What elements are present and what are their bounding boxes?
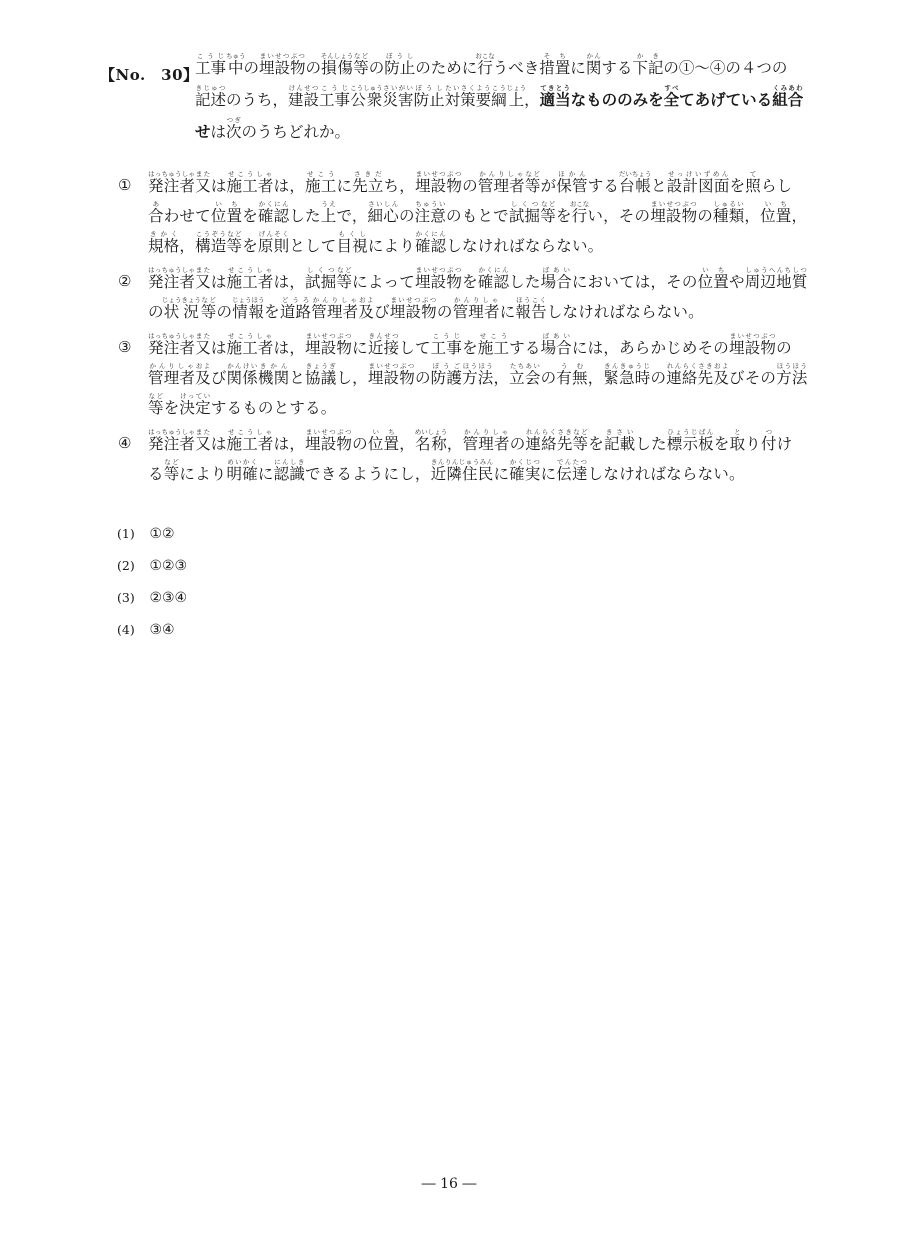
- ruby-word: 要綱ようこう: [475, 84, 507, 109]
- ruby-word: 合あ: [148, 200, 164, 225]
- text-run: ，: [524, 91, 540, 109]
- text-run: びその: [729, 369, 777, 387]
- ruby-word: 決定けってい: [179, 392, 211, 417]
- text-run: ，: [744, 207, 761, 225]
- ruby-word: 確認かくにん: [257, 200, 290, 225]
- ruby-word: 等など: [572, 428, 589, 453]
- text-run: する: [601, 59, 633, 77]
- text-run: の: [216, 303, 233, 321]
- ruby-word: 報告ほうこく: [515, 296, 547, 321]
- ruby-word: 埋設物まいせつぶつ: [729, 332, 777, 357]
- ruby-word: 対策たいさく: [444, 84, 476, 109]
- ruby-word: 全すべ: [663, 84, 680, 109]
- ruby-word: 確認かくにん: [414, 230, 447, 255]
- text-run: に: [257, 465, 274, 483]
- ruby-word: 試掘しくつ: [305, 266, 337, 291]
- text-run: の: [148, 303, 164, 321]
- ruby-word: 取と: [729, 428, 746, 453]
- ruby-word: 工事こうじ: [430, 332, 463, 357]
- text-run: わせて: [163, 207, 211, 225]
- text-run: に: [499, 303, 516, 321]
- ruby-word: 施工者せこうしゃ: [226, 428, 274, 453]
- ruby-word: 公衆こうしゅう: [350, 84, 383, 109]
- ruby-word: 工事こうじ: [319, 84, 351, 109]
- text-run: の: [650, 369, 667, 387]
- text-run: の: [697, 207, 713, 225]
- text-run: に: [570, 59, 586, 77]
- ruby-word: 又また: [195, 332, 211, 357]
- ruby-word: 埋設物まいせつぶつ: [259, 52, 306, 77]
- text-run: と: [289, 369, 306, 387]
- text-run: は: [210, 123, 227, 141]
- choice-2[interactable]: [117, 555, 417, 587]
- ruby-word: 防止ぼうし: [413, 84, 445, 109]
- text-run: の: [352, 435, 368, 453]
- text-run: した: [635, 435, 667, 453]
- text-run: に: [540, 465, 557, 483]
- text-run: せ: [195, 122, 211, 141]
- ruby-word: 等など: [540, 200, 556, 225]
- text-run: らし: [760, 177, 793, 195]
- text-run: り: [745, 435, 761, 453]
- ruby-word: 名称めいしょう: [414, 428, 448, 453]
- text-run: のうち，: [226, 91, 289, 109]
- text-run: を: [729, 177, 746, 195]
- ruby-word: 上うえ: [320, 200, 337, 225]
- ruby-word: 損傷そんしょう: [320, 52, 354, 77]
- ruby-word: 道路どうろ: [279, 296, 312, 321]
- text-run: を: [163, 399, 180, 417]
- ruby-word: 管理者かんりしゃ: [462, 428, 510, 453]
- ruby-word: 管理者かんりしゃ: [311, 296, 359, 321]
- text-run: ，: [399, 435, 415, 453]
- choice-value: ②③④: [149, 590, 188, 606]
- statement-text: [148, 170, 808, 255]
- text-run: の: [776, 339, 792, 357]
- text-run: により: [367, 237, 415, 255]
- ruby-word: 施工者せこうしゃ: [226, 170, 274, 195]
- ruby-word: 状況じょうきょう: [161, 296, 201, 321]
- ruby-word: 協議きょうぎ: [305, 362, 337, 387]
- ruby-word: 標示板ひょうじばん: [666, 428, 714, 453]
- ruby-word: 又また: [195, 170, 211, 195]
- text-run: する: [509, 339, 541, 357]
- ruby-word: 質しつ: [791, 266, 808, 291]
- text-run: の: [243, 59, 260, 77]
- ruby-word: 等など: [524, 170, 541, 195]
- text-run: け: [776, 435, 793, 453]
- ruby-word: 原則げんそく: [257, 230, 290, 255]
- ruby-word: 発注者はっちゅうしゃ: [148, 266, 196, 291]
- ruby-word: 行おこな: [475, 52, 495, 77]
- page-number: ― 16 ―: [421, 1176, 477, 1192]
- text-run: を: [462, 273, 478, 291]
- text-run: は: [210, 177, 227, 195]
- ruby-word: 建設けんせつ: [288, 84, 320, 109]
- choice-4[interactable]: [117, 619, 417, 651]
- ruby-word: 適当てきとう: [539, 84, 571, 109]
- ruby-word: 位置いち: [367, 428, 400, 453]
- ruby-word: 構造こうぞう: [195, 230, 227, 255]
- ruby-word: 防護ぼうご: [430, 362, 463, 387]
- choice-number: (3): [117, 590, 135, 605]
- text-run: を: [588, 435, 604, 453]
- text-run: は: [210, 435, 227, 453]
- ruby-word: 中ちゅう: [226, 52, 246, 77]
- choice-number: (2): [117, 558, 135, 573]
- ruby-word: 行おこな: [569, 200, 590, 225]
- ruby-word: 情報じょうほう: [231, 296, 265, 321]
- text-run: は: [210, 273, 227, 291]
- ruby-word: 等など: [226, 230, 243, 255]
- statement-4: [118, 428, 808, 489]
- ruby-word: 又また: [195, 266, 211, 291]
- ruby-word: 埋設物まいせつぶつ: [367, 362, 415, 387]
- ruby-word: 方ほう: [776, 362, 792, 387]
- statement-2: [118, 266, 808, 327]
- text-run: として: [289, 237, 337, 255]
- ruby-word: 先立さきだ: [352, 170, 384, 195]
- text-run: には，あらかじめその: [571, 339, 729, 357]
- ruby-word: 台帳だいちょう: [618, 170, 652, 195]
- ruby-word: 措置そち: [539, 52, 571, 77]
- ruby-word: 埋設物まいせつぶつ: [389, 296, 437, 321]
- ruby-word: 明確めいかく: [226, 458, 258, 483]
- ruby-word: 及およ: [713, 362, 730, 387]
- text-run: の: [305, 59, 322, 77]
- text-run: のうちどれか。: [241, 123, 351, 141]
- statement-text: [148, 266, 808, 321]
- ruby-word: 有無うむ: [556, 362, 588, 387]
- text-run: の: [436, 303, 453, 321]
- ruby-word: 規格きかく: [148, 230, 180, 255]
- ruby-word: 認識にんしき: [273, 458, 306, 483]
- ruby-word: 位置いち: [210, 200, 243, 225]
- ruby-word: 機関きかん: [257, 362, 290, 387]
- ruby-word: 記載きさい: [603, 428, 636, 453]
- ruby-word: 埋設物まいせつぶつ: [650, 200, 698, 225]
- choice-3[interactable]: [117, 587, 417, 619]
- ruby-word: 場合ばあい: [540, 332, 572, 357]
- text-run: と: [651, 177, 667, 195]
- text-run: び: [374, 303, 390, 321]
- text-run: した: [289, 207, 321, 225]
- ruby-word: 関係かんけい: [226, 362, 258, 387]
- text-run: に: [493, 465, 510, 483]
- ruby-word: 注意ちゅうい: [414, 200, 447, 225]
- text-run: した: [509, 273, 541, 291]
- text-run: しなければならない。: [446, 237, 604, 255]
- text-run: は，: [273, 435, 306, 453]
- text-run: においては，その: [571, 273, 698, 291]
- text-run: するものとする。: [210, 399, 337, 417]
- choice-number: (1): [117, 526, 135, 541]
- ruby-word: 次つぎ: [226, 116, 242, 141]
- text-run: は，: [273, 273, 306, 291]
- ruby-word: 保管ほかん: [556, 170, 588, 195]
- ruby-word: 上じょう: [506, 84, 527, 109]
- ruby-word: 埋設物まいせつぶつ: [305, 428, 353, 453]
- question-stem: [195, 52, 805, 148]
- text-run: の: [398, 207, 415, 225]
- question-number: 【No. 30】: [100, 66, 199, 84]
- ruby-word: 防止ぼうし: [384, 52, 416, 77]
- ruby-word: 等など: [148, 392, 164, 417]
- text-run: る: [148, 465, 164, 483]
- ruby-word: 又また: [195, 428, 211, 453]
- ruby-word: 及およ: [358, 296, 375, 321]
- choice-number: (4): [117, 622, 135, 637]
- choice-value: ①②: [149, 526, 175, 542]
- ruby-word: 施工者せこうしゃ: [226, 332, 274, 357]
- text-run: ，: [493, 369, 510, 387]
- ruby-word: 災害さいがい: [382, 84, 414, 109]
- ruby-word: 目視もくし: [336, 230, 368, 255]
- ruby-word: 連絡先れんらくさき: [525, 428, 573, 453]
- ruby-word: 埋設物まいせつぶつ: [414, 266, 463, 291]
- text-run: に: [336, 177, 353, 195]
- ruby-word: 埋設物まいせつぶつ: [414, 170, 463, 195]
- text-run: し，: [336, 369, 368, 387]
- ruby-word: 近接きんせつ: [367, 332, 400, 357]
- ruby-word: 関かん: [585, 52, 602, 77]
- statement-mark: ①: [118, 176, 132, 194]
- ruby-word: 施工者せこうしゃ: [226, 266, 274, 291]
- text-run: によって: [352, 273, 415, 291]
- text-run: ，: [587, 369, 604, 387]
- ruby-word: 位置いち: [760, 200, 792, 225]
- ruby-word: 確認かくにん: [477, 266, 510, 291]
- ruby-word: 記述きじゅつ: [195, 84, 227, 109]
- ruby-word: 発注者はっちゅうしゃ: [148, 428, 196, 453]
- ruby-word: 試掘しくつ: [508, 200, 541, 225]
- ruby-word: 確実かくじつ: [509, 458, 541, 483]
- text-run: する: [587, 177, 620, 195]
- text-run: の: [414, 369, 431, 387]
- text-run: は，: [273, 177, 306, 195]
- statement-mark: ④: [118, 434, 132, 452]
- ruby-word: 方法ほうほう: [462, 362, 494, 387]
- ruby-word: 法ほう: [791, 362, 808, 387]
- ruby-word: 位置いち: [697, 266, 729, 291]
- statement-1: [118, 170, 808, 261]
- ruby-word: 近隣住民きんりんじゅうみん: [430, 458, 494, 483]
- text-run: を: [242, 207, 258, 225]
- statement-text: [148, 428, 793, 483]
- choice-1[interactable]: [117, 523, 417, 555]
- text-run: を: [242, 237, 258, 255]
- text-run: の: [540, 369, 557, 387]
- ruby-word: 管理者かんりしゃ: [452, 296, 500, 321]
- text-run: ，: [446, 435, 463, 453]
- text-run: で，: [336, 207, 368, 225]
- text-run: を: [555, 207, 572, 225]
- ruby-word: 場合ばあい: [540, 266, 572, 291]
- ruby-word: 等など: [163, 458, 180, 483]
- text-run: び: [210, 369, 227, 387]
- ruby-word: 及およ: [195, 362, 211, 387]
- ruby-word: 周辺地しゅうへんち: [744, 266, 792, 291]
- ruby-word: 発注者はっちゅうしゃ: [148, 170, 196, 195]
- ruby-word: 埋設物まいせつぶつ: [305, 332, 353, 357]
- text-run: や: [729, 273, 745, 291]
- text-run: の: [368, 59, 385, 77]
- statement-mark: ③: [118, 338, 132, 356]
- text-run: ち，: [383, 177, 415, 195]
- ruby-word: 設計図面せっけいずめん: [666, 170, 730, 195]
- ruby-word: 伝達でんたつ: [556, 458, 588, 483]
- text-run: により: [179, 465, 227, 483]
- statement-3: [118, 332, 808, 423]
- ruby-word: 連絡先れんらくさき: [666, 362, 714, 387]
- text-run: ，: [791, 207, 808, 225]
- ruby-word: 発注者はっちゅうしゃ: [148, 332, 196, 357]
- ruby-word: 下記かき: [632, 52, 664, 77]
- ruby-word: 等など: [200, 296, 217, 321]
- statement-text: [148, 332, 808, 417]
- text-run: を: [264, 303, 280, 321]
- ruby-word: 等など: [336, 266, 353, 291]
- text-run: うべき: [492, 59, 540, 77]
- text-run: は，: [273, 339, 306, 357]
- ruby-word: 管理者かんりしゃ: [148, 362, 196, 387]
- text-run: ，: [179, 237, 196, 255]
- statement-mark: ②: [118, 272, 132, 290]
- ruby-word: 立会たちあい: [509, 362, 541, 387]
- text-run: を: [462, 339, 478, 357]
- text-run: てあげている: [679, 90, 773, 109]
- text-run: しなければならない。: [546, 303, 704, 321]
- choice-value: ①②③: [149, 558, 188, 574]
- ruby-word: 等など: [353, 52, 369, 77]
- ruby-word: 工事こうじ: [195, 52, 227, 77]
- ruby-word: 施工せこう: [305, 170, 337, 195]
- text-run: のもとで: [446, 207, 509, 225]
- statement-list: [118, 170, 808, 494]
- text-run: しなければならない。: [587, 465, 745, 483]
- text-run: い，その: [587, 207, 651, 225]
- ruby-word: 種類しゅるい: [713, 200, 745, 225]
- text-run: のために: [415, 59, 478, 77]
- ruby-word: 付つ: [760, 428, 777, 453]
- ruby-word: 管理者かんりしゃ: [477, 170, 525, 195]
- text-run: の: [462, 177, 478, 195]
- answer-choices: [117, 523, 417, 651]
- ruby-word: 緊急時きんきゅうじ: [603, 362, 651, 387]
- text-run: できるようにし，: [305, 465, 431, 483]
- ruby-word: 組合くみあわ: [772, 84, 804, 109]
- text-run: は: [210, 339, 227, 357]
- choice-value: ③④: [149, 622, 175, 638]
- ruby-word: 細心さいしん: [367, 200, 399, 225]
- text-run: が: [540, 177, 557, 195]
- text-run: の: [509, 435, 526, 453]
- text-run: の①～④の４つの: [663, 59, 788, 77]
- text-run: なもののみを: [570, 90, 664, 109]
- ruby-word: 施工せこう: [477, 332, 510, 357]
- text-run: に: [352, 339, 368, 357]
- ruby-word: 照て: [745, 170, 761, 195]
- text-run: を: [713, 435, 730, 453]
- text-run: して: [399, 339, 431, 357]
